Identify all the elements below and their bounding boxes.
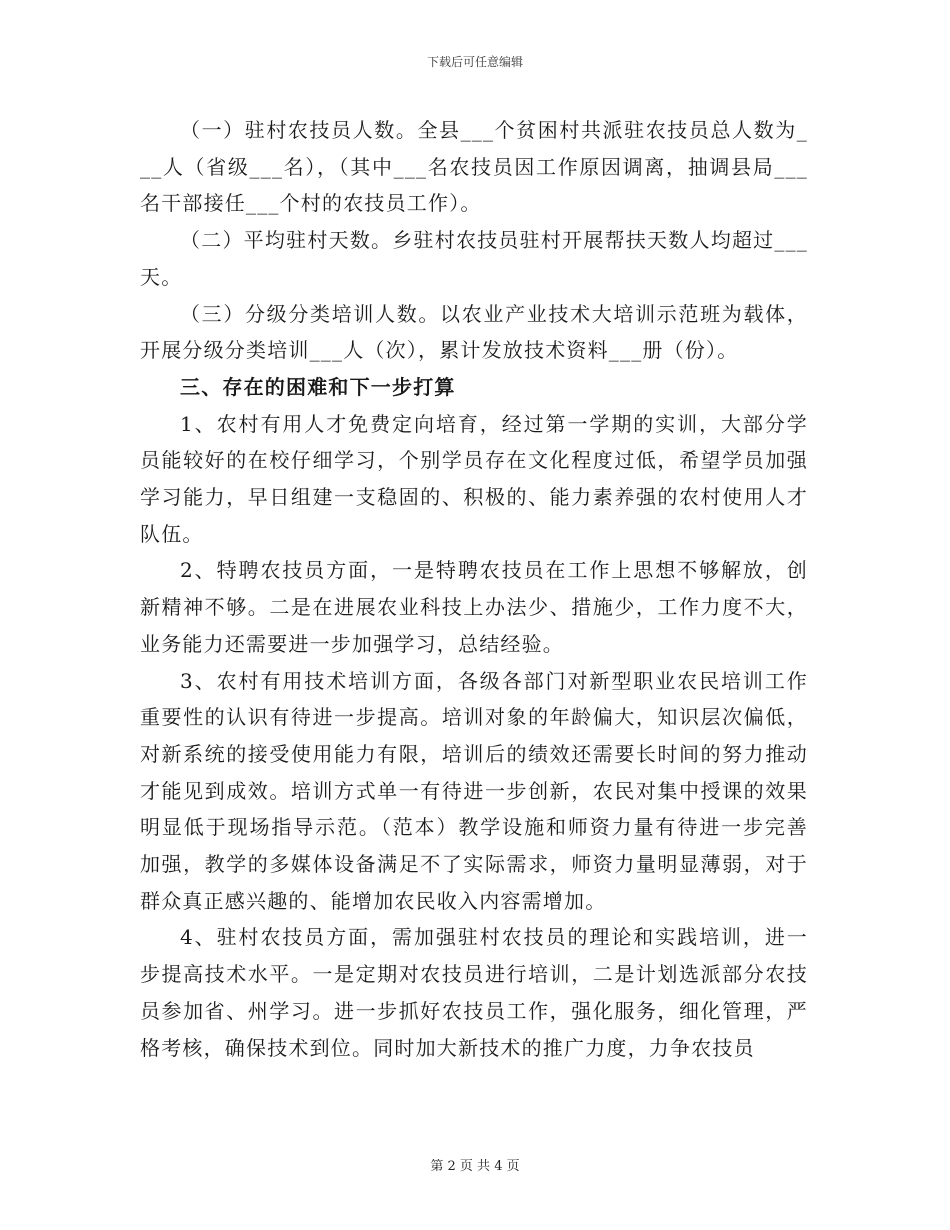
section-heading: 三、存在的困难和下一步打算	[180, 374, 456, 399]
paragraph-technical-training: 3、农村有用技术培训方面，各级各部门对新型职业农民培训工作重要性的认识有待进一步提高。培训对象的年龄偏大，知识层次偏低，对新系统的接受使用能力有限，培训后的绩效还需要长时间的努力推动才能见到成效。培训方式单一有待进一步创新，农民对集中授课的效果明显低于现场指导示范。（范本）教学设施和师资力量有待进一步完善加强，教学的多媒体设备满足不了实际需求，师资力量明显薄弱，对于群众真正感兴趣的、能增加农民收入内容需增加。	[140, 668, 808, 913]
paragraph-training-count: （三）分级分类培训人数。以农业产业技术大培训示范班为载体，开展分级分类培训___人（次），累计发放技术资料___册（份）。	[140, 301, 808, 363]
page-number: 第 2 页 共 4 页	[430, 1159, 520, 1174]
paragraph-special-technicians: 2、特聘农技员方面，一是特聘农技员在工作上思想不够解放，创新精神不够。二是在进展农业科技上办法少、措施少，工作力度不大，业务能力还需要进一步加强学习，总结经验。	[140, 558, 808, 656]
paragraph-village-technician-count: （一）驻村农技员人数。全县___个贫困村共派驻农技员总人数为___人（省级___名），（其中___名农技员因工作原因调离，抽调县局___名干部接任___个村的农技员工作）。	[140, 118, 808, 216]
paragraph-talent-training: 1、农村有用人才免费定向培育，经过第一学期的实训，大部分学员能较好的在校仔细学习，个别学员存在文化程度过低，希望学员加强学习能力，早日组建一支稳固的、积极的、能力素养强的农村使用人才队伍。	[140, 411, 808, 546]
paragraph-average-days: （二）平均驻村天数。乡驻村农技员驻村开展帮扶天数人均超过___天。	[140, 228, 808, 289]
document-body	[140, 112, 808, 1066]
paragraph-village-technicians: 4、驻村农技员方面，需加强驻村农技员的理论和实践培训，进一步提高技术水平。一是定期对农技员进行培训，二是计划选派部分农技员参加省、州学习。进一步抓好农技员工作，强化服务，细化管理，严格考核，确保技术到位。同时加大新技术的推广力度，力争农技员	[140, 925, 808, 1060]
page-header: 下载后可任意编辑	[426, 55, 523, 69]
